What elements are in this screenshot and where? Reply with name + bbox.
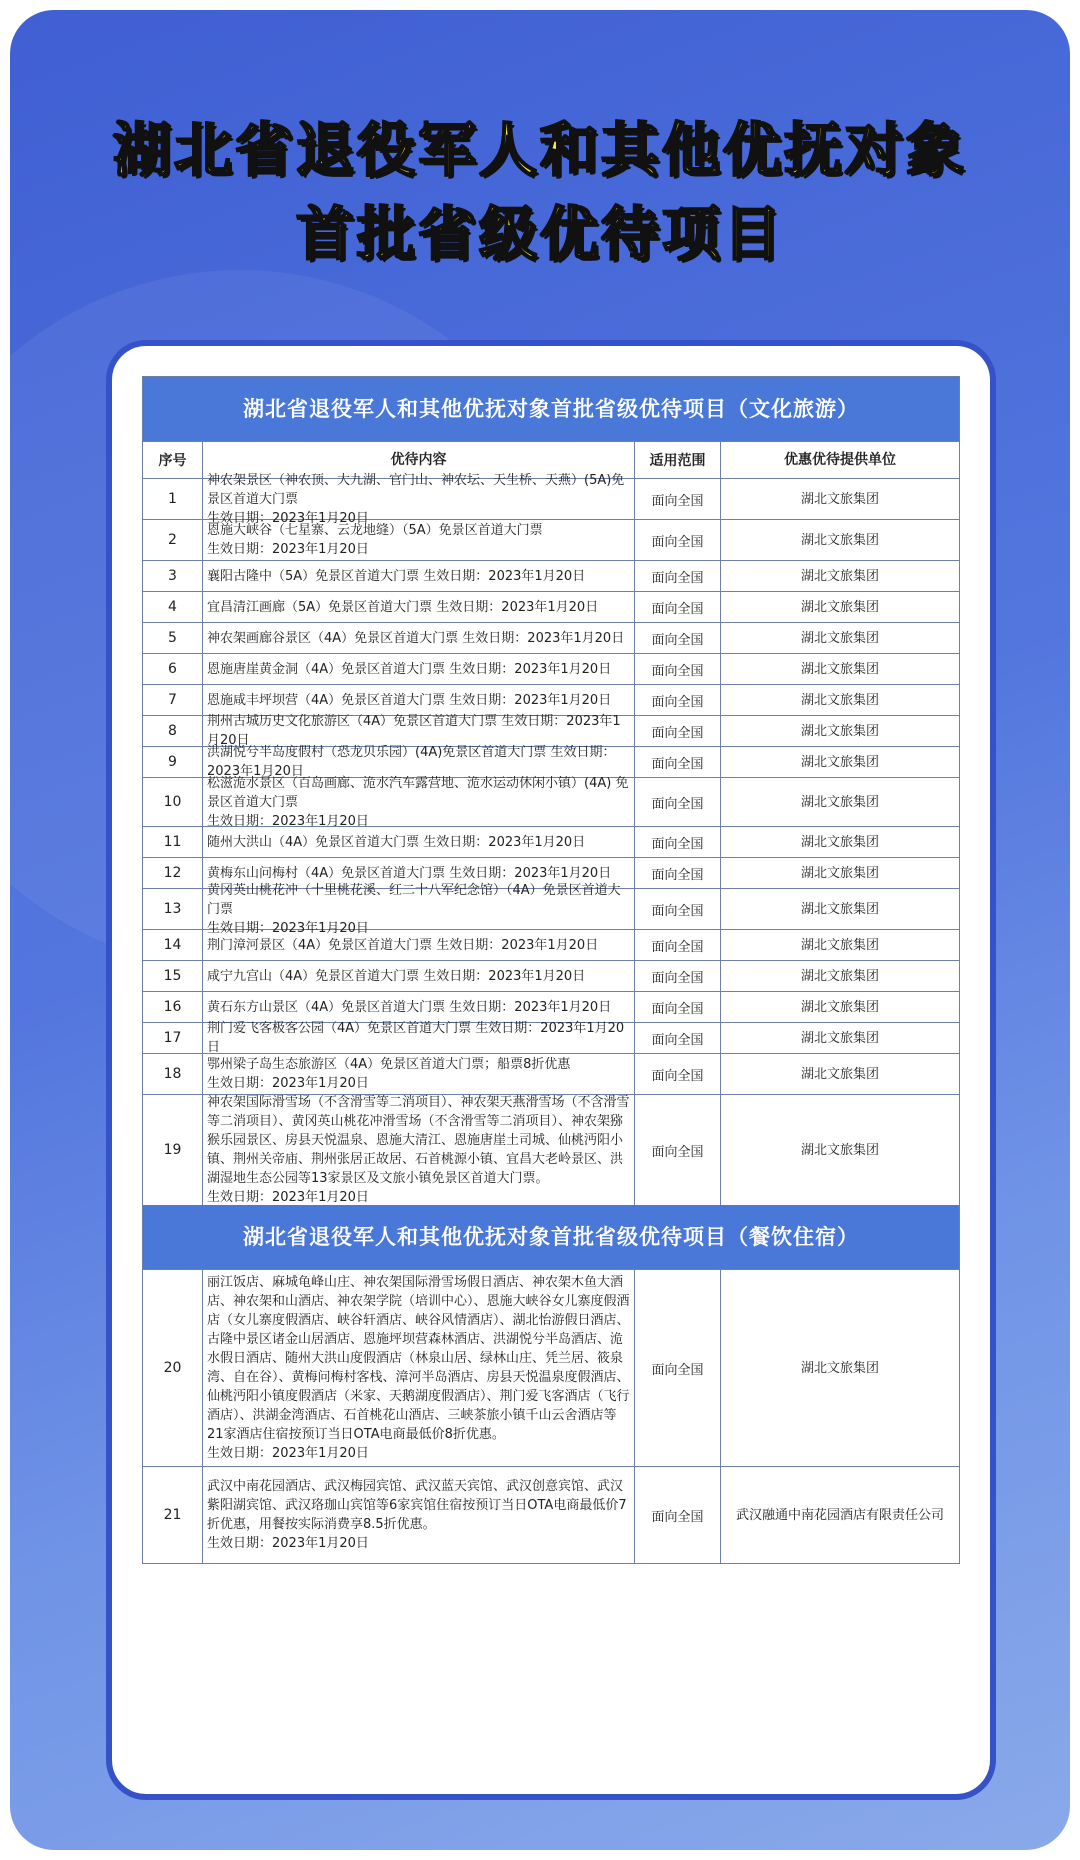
row-scope: 面向全国 (635, 858, 721, 888)
column-header-no: 序号 (143, 442, 203, 478)
row-number: 16 (143, 992, 203, 1022)
row-content: 荆门漳河景区（4A）免景区首道大门票 生效日期：2023年1月20日 (203, 930, 635, 960)
row-scope: 面向全国 (635, 685, 721, 715)
row-number: 3 (143, 561, 203, 591)
row-number: 15 (143, 961, 203, 991)
table-row (143, 775, 959, 829)
row-scope: 面向全国 (635, 716, 721, 746)
row-content: 黄梅东山问梅村（4A）免景区首道大门票 生效日期：2023年1月20日 (203, 858, 635, 888)
row-provider: 湖北文旅集团 (800, 532, 879, 548)
row-content: 武汉中南花园酒店、武汉梅园宾馆、武汉蓝天宾馆、武汉创意宾馆、武汉紫阳湖宾馆、武汉珞珈山宾馆等6家宾馆住宿按预订当日OTA电商最低价7折优惠，用餐按实际消费享8.5折优惠。 生效日期：2023年1月20日 (203, 1467, 635, 1563)
row-number: 17 (143, 1023, 203, 1053)
row-number: 8 (143, 716, 203, 746)
row-scope: 面向全国 (635, 1095, 721, 1205)
benefits-table (142, 376, 960, 1564)
row-scope: 面向全国 (635, 778, 721, 826)
table-row (143, 472, 959, 526)
row-content: 神农架国际滑雪场（不含滑雪等二消项目）、神农架天燕滑雪场（不含滑雪等二消项目）、黄冈英山桃花冲滑雪场（不含滑雪等二消项目）、神农架猕猴乐园景区、房县天悦温泉、恩施大清江、恩施唐崖土司城、仙桃沔阳小镇、荆州关帝庙、荆州张居正故居、石首桃源小镇、宜昌大老岭景区、洪湖湿地生态公园等13家景区及文旅小镇免景区首道大门票。 生效日期：2023年1月20日 (203, 1095, 635, 1205)
row-content: 荆门爱飞客极客公园（4A）免景区首道大门票 生效日期：2023年1月20日 (203, 1023, 635, 1053)
row-provider: 湖北文旅集团 (800, 865, 879, 881)
row-provider: 湖北文旅集团 (800, 1066, 879, 1082)
row-provider: 湖北文旅集团 (800, 937, 879, 953)
row-provider: 湖北文旅集团 (800, 661, 879, 677)
row-content: 神农架画廊谷景区（4A）免景区首道大门票 生效日期：2023年1月20日 (203, 623, 635, 653)
row-content: 随州大洪山（4A）免景区首道大门票 生效日期：2023年1月20日 (203, 827, 635, 857)
row-provider: 湖北文旅集团 (800, 1360, 879, 1376)
row-content: 松滋洈水景区（百岛画廊、洈水汽车露营地、洈水运动休闲小镇）(4A) 免景区首道大门票 生效日期：2023年1月20日 (203, 778, 635, 826)
row-number: 5 (143, 623, 203, 653)
row-scope: 面向全国 (635, 623, 721, 653)
table-row (143, 1467, 959, 1563)
poster-background (10, 10, 1070, 1850)
row-provider: 湖北文旅集团 (800, 1030, 879, 1046)
row-number: 14 (143, 930, 203, 960)
column-header-provider: 优惠优待提供单位 (784, 451, 896, 468)
row-content: 襄阳古隆中（5A）免景区首道大门票 生效日期：2023年1月20日 (203, 561, 635, 591)
row-number: 18 (143, 1054, 203, 1094)
row-provider: 湖北文旅集团 (800, 599, 879, 615)
row-scope: 面向全国 (635, 827, 721, 857)
table-row (143, 882, 959, 936)
row-provider: 湖北文旅集团 (800, 901, 879, 917)
row-scope: 面向全国 (635, 889, 721, 929)
dining-lodging-rows (143, 1270, 959, 1563)
row-number: 20 (143, 1270, 203, 1466)
row-content: 黄石东方山景区（4A）免景区首道大门票 生效日期：2023年1月20日 (203, 992, 635, 1022)
row-content: 黄冈英山桃花冲（十里桃花溪、红二十八军纪念馆）（4A）免景区首道大门票 生效日期：2023年1月20日 (203, 889, 635, 929)
table-card (106, 340, 996, 1800)
row-provider: 湖北文旅集团 (800, 568, 879, 584)
culture-tourism-rows (143, 472, 959, 1205)
title-line-1: 湖北省退役军人和其他优抚对象 (112, 116, 967, 184)
table-row (143, 654, 959, 685)
table-row (143, 592, 959, 623)
row-number: 4 (143, 592, 203, 622)
row-scope: 面向全国 (635, 1270, 721, 1466)
row-provider: 湖北文旅集团 (800, 999, 879, 1015)
row-scope: 面向全国 (635, 592, 721, 622)
table-row (143, 1023, 959, 1054)
row-provider: 湖北文旅集团 (800, 692, 879, 708)
row-provider: 湖北文旅集团 (800, 968, 879, 984)
row-number: 12 (143, 858, 203, 888)
row-content: 洪湖悦兮半岛度假村（恐龙贝乐园）(4A)免景区首道大门票 生效日期：2023年1月20日 (203, 747, 635, 777)
row-provider: 湖北文旅集团 (800, 491, 879, 507)
column-header-content: 优待内容 (203, 442, 635, 478)
row-content: 恩施咸丰坪坝营（4A）免景区首道大门票 生效日期：2023年1月20日 (203, 685, 635, 715)
row-content: 咸宁九宫山（4A）免景区首道大门票 生效日期：2023年1月20日 (203, 961, 635, 991)
table-row (143, 1270, 959, 1467)
row-content: 宜昌清江画廊（5A）免景区首道大门票 生效日期：2023年1月20日 (203, 592, 635, 622)
row-number: 13 (143, 889, 203, 929)
table-row (143, 520, 959, 561)
row-provider: 湖北文旅集团 (800, 834, 879, 850)
row-scope: 面向全国 (635, 479, 721, 519)
row-content: 丽江饭店、麻城龟峰山庄、神农架国际滑雪场假日酒店、神农架木鱼大酒店、神农架和山酒店、神农架学院（培训中心）、恩施大峡谷女儿寨度假酒店（女儿寨度假酒店、峡谷轩酒店、峡谷风情酒店）、湖北怡游假日酒店、古隆中景区诸金山居酒店、恩施坪坝营森林酒店、洪湖悦兮半岛酒店、洈水假日酒店、随州大洪山度假酒店（林泉山居、绿林山庄、凭兰居、筱泉湾、自在谷）、黄梅问梅村客栈、漳河半岛酒店、房县天悦温泉度假酒店、仙桃沔阳小镇度假酒店（米家、天鹅湖度假酒店）、荆门爱飞客酒店（飞行酒店）、洪湖金湾酒店、石首桃花山酒店、三峡茶旅小镇千山云舍酒店等21家酒店住宿按预订当日OTA电商最低价8折优惠。 生效日期：2023年1月20日 (203, 1270, 635, 1466)
table-row (143, 930, 959, 961)
row-content: 神农架景区（神农顶、大九湖、官门山、神农坛、天生桥、天燕）(5A)免景区首道大门票 生效日期：2023年1月20日 (203, 479, 635, 519)
row-scope: 面向全国 (635, 1467, 721, 1563)
row-number: 21 (143, 1467, 203, 1563)
row-number: 1 (143, 479, 203, 519)
row-scope: 面向全国 (635, 747, 721, 777)
row-content: 恩施唐崖黄金洞（4A）免景区首道大门票 生效日期：2023年1月20日 (203, 654, 635, 684)
row-provider: 武汉融通中南花园酒店有限责任公司 (735, 1507, 944, 1523)
row-number: 19 (143, 1095, 203, 1205)
row-content: 荆州古城历史文化旅游区（4A）免景区首道大门票 生效日期：2023年1月20日 (203, 716, 635, 746)
row-provider: 湖北文旅集团 (800, 630, 879, 646)
row-content: 鄂州梁子岛生态旅游区（4A）免景区首道大门票；船票8折优惠 生效日期：2023年1月20日 (203, 1054, 635, 1094)
row-scope: 面向全国 (635, 520, 721, 560)
row-scope: 面向全国 (635, 992, 721, 1022)
row-number: 10 (143, 778, 203, 826)
column-header-scope: 适用范围 (635, 442, 721, 478)
row-content: 恩施大峡谷（七星寨、云龙地缝）（5A）免景区首道大门票 生效日期：2023年1月20日 (203, 520, 635, 560)
row-scope: 面向全国 (635, 1054, 721, 1094)
row-number: 9 (143, 747, 203, 777)
row-scope: 面向全国 (635, 561, 721, 591)
section-heading-culture-tourism: 湖北省退役军人和其他优抚对象首批省级优待项目（文化旅游） (143, 377, 959, 442)
page-title (10, 108, 1070, 276)
table-row (143, 961, 959, 992)
row-provider: 湖北文旅集团 (800, 1142, 879, 1158)
table-row (143, 1054, 959, 1095)
title-line-2: 首批省级优待项目 (295, 200, 784, 268)
row-scope: 面向全国 (635, 1023, 721, 1053)
row-scope: 面向全国 (635, 654, 721, 684)
table-row (143, 1095, 959, 1205)
row-number: 2 (143, 520, 203, 560)
table-row (143, 561, 959, 592)
row-provider: 湖北文旅集团 (800, 754, 879, 770)
table-row (143, 623, 959, 654)
row-number: 6 (143, 654, 203, 684)
row-scope: 面向全国 (635, 961, 721, 991)
section-heading-dining-lodging: 湖北省退役军人和其他优抚对象首批省级优待项目（餐饮住宿） (143, 1205, 959, 1270)
row-number: 7 (143, 685, 203, 715)
table-row (143, 827, 959, 858)
row-number: 11 (143, 827, 203, 857)
row-provider: 湖北文旅集团 (800, 794, 879, 810)
row-provider: 湖北文旅集团 (800, 723, 879, 739)
row-scope: 面向全国 (635, 930, 721, 960)
